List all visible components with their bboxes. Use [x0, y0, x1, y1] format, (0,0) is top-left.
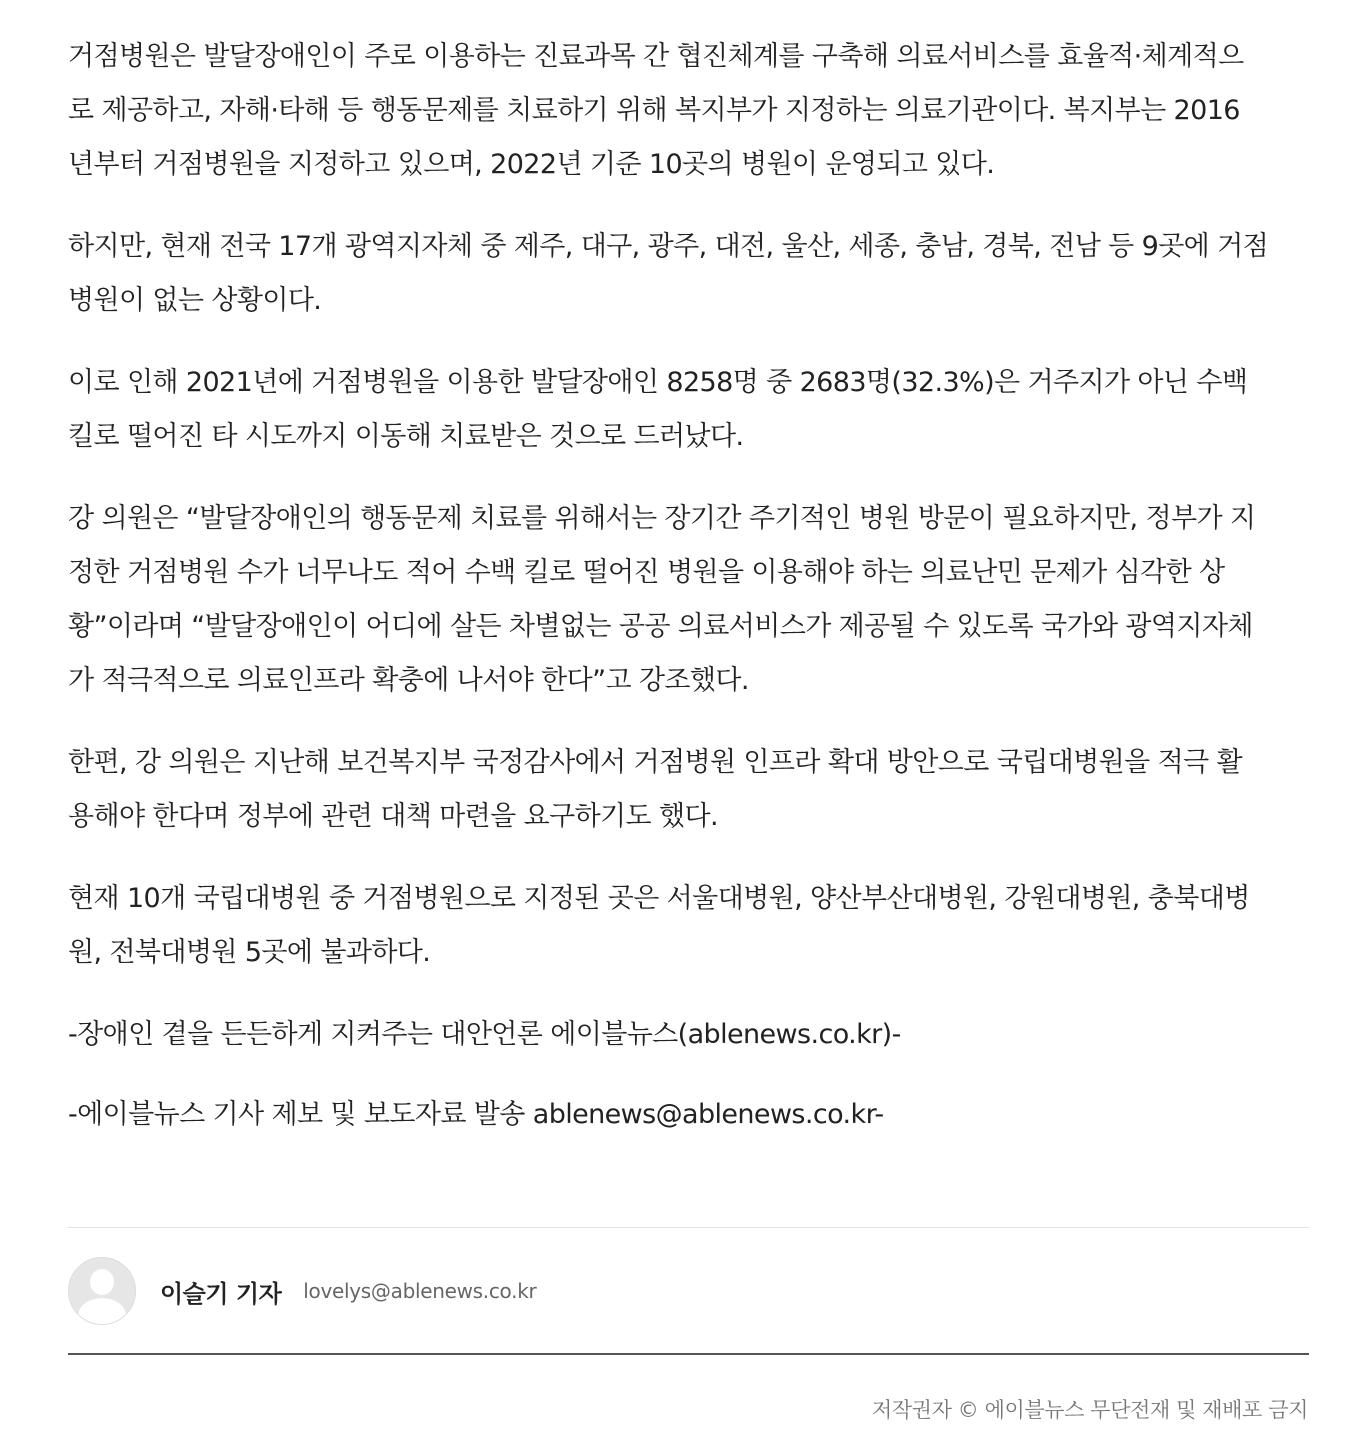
paragraph-line: 이로 인해 2021년에 거점병원을 이용한 발달장애인 8258명 중 2683명(32.3%)은 거주지가 아닌 수백 — [68, 367, 1248, 398]
paragraph-line: 강 의원은 “발달장애인의 행동문제 치료를 위해서는 장기간 주기적인 병원 방문이 필요하지만, 정부가 지 — [68, 503, 1256, 534]
article-tagline — [68, 1008, 1318, 1062]
paragraph-line: 년부터 거점병원을 지정하고 있으며, 2022년 기준 10곳의 병원이 운영되고 있다. — [68, 149, 995, 180]
paragraph-line: 하지만, 현재 전국 17개 광역지자체 중 제주, 대구, 광주, 대전, 울산, 세종, 충남, 경북, 전남 등 9곳에 거점 — [68, 231, 1269, 262]
article-contact — [68, 1088, 1318, 1142]
avatar-body-shape — [78, 1298, 126, 1325]
user-placeholder-icon[interactable] — [68, 1257, 136, 1325]
paragraph-line: 현재 10개 국립대병원 중 거점병원으로 지정된 곳은 서울대병원, 양산부산대병원, 강원대병원, 충북대병 — [68, 883, 1250, 914]
avatar-head-shape — [90, 1269, 114, 1295]
paragraph-line: 로 제공하고, 자해·타해 등 행동문제를 치료하기 위해 복지부가 지정하는 의료기관이다. 복지부는 2016 — [68, 95, 1240, 126]
paragraph-line: 병원이 없는 상황이다. — [68, 285, 322, 316]
paragraph-line: -에이블뉴스 기사 제보 및 보도자료 발송 ablenews@ablenews.co.kr- — [68, 1099, 884, 1130]
article-paragraph — [68, 736, 1318, 844]
byline-divider-bottom — [68, 1353, 1309, 1355]
article-paragraph — [68, 872, 1318, 980]
article-paragraph — [68, 492, 1318, 708]
byline-divider-top — [68, 1227, 1309, 1228]
paragraph-line: 정한 거점병원 수가 너무나도 적어 수백 킬로 떨어진 병원을 이용해야 하는 의료난민 문제가 심각한 상 — [68, 557, 1225, 588]
copyright-notice: 저작권자 © 에이블뉴스 무단전재 및 재배포 금지 — [871, 1398, 1308, 1422]
article-paragraph — [68, 356, 1318, 464]
paragraph-line: 용해야 한다며 정부에 관련 대책 마련을 요구하기도 했다. — [68, 801, 718, 832]
paragraph-line: 가 적극적으로 의료인프라 확충에 나서야 한다”고 강조했다. — [68, 665, 749, 696]
paragraph-line: 킬로 떨어진 타 시도까지 이동해 치료받은 것으로 드러났다. — [68, 421, 744, 452]
article-paragraph — [68, 220, 1318, 328]
paragraph-line: 황”이라며 “발달장애인이 어디에 살든 차별없는 공공 의료서비스가 제공될 수 있도록 국가와 광역지자체 — [68, 611, 1253, 642]
reporter-name[interactable]: 이슬기 기자 — [160, 1279, 282, 1308]
paragraph-line: 거점병원은 발달장애인이 주로 이용하는 진료과목 간 협진체계를 구축해 의료서비스를 효율적·체계적으 — [68, 41, 1244, 72]
paragraph-line: 한편, 강 의원은 지난해 보건복지부 국정감사에서 거점병원 인프라 확대 방안으로 국립대병원을 적극 활 — [68, 747, 1243, 778]
paragraph-line: -장애인 곁을 든든하게 지켜주는 대안언론 에이블뉴스(ablenews.co.kr)- — [68, 1019, 901, 1050]
article-paragraph — [68, 30, 1318, 192]
reporter-email[interactable]: lovelys@ablenews.co.kr — [303, 1279, 537, 1303]
reporter-byline — [68, 1257, 1309, 1325]
paragraph-line: 원, 전북대병원 5곳에 불과하다. — [68, 937, 431, 968]
article-body — [68, 30, 1318, 1168]
